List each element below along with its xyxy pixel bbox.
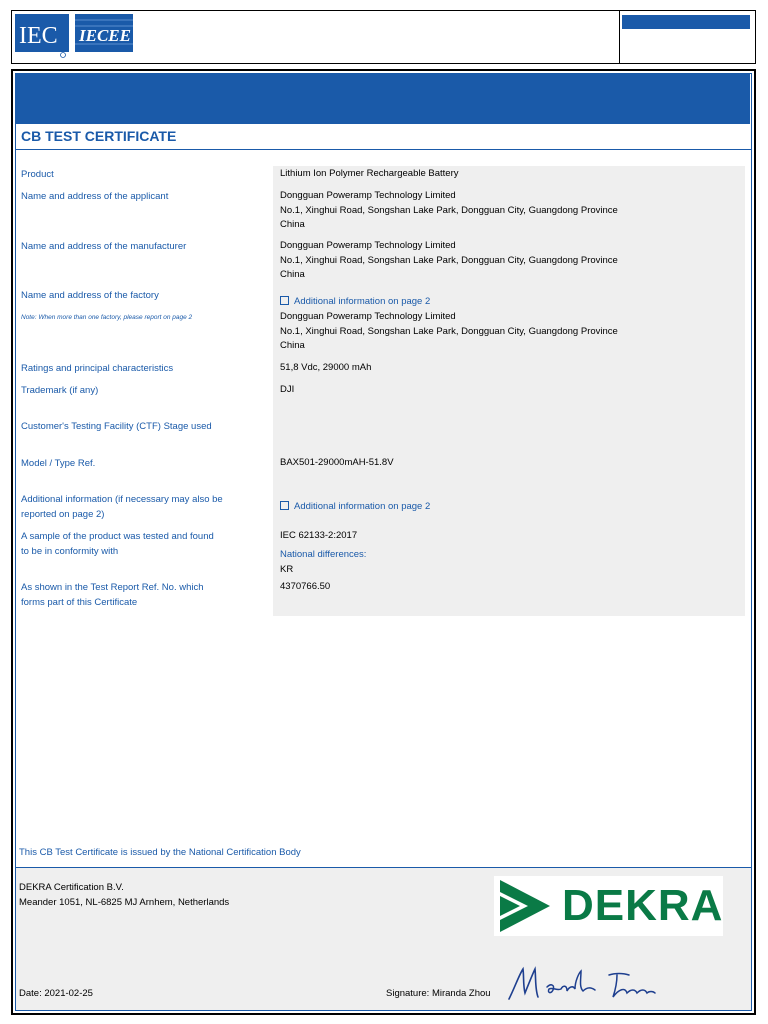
svg-text:IEC: IEC <box>19 23 58 49</box>
factory-address: No.1, Xinghui Road, Songshan Lake Park, Dongguan City, Guangdong Province <box>280 325 618 337</box>
model-value: BAX501-29000mAH-51.8V <box>280 457 394 468</box>
certification-body-name: DEKRA Certification B.V. <box>19 882 124 893</box>
iecee-logo <box>75 14 133 58</box>
conformity-label-line2: to be in conformity with <box>21 546 119 557</box>
factory-value <box>280 310 618 354</box>
national-differences-value: KR <box>280 564 294 575</box>
factory-additional-info[interactable] <box>280 295 430 310</box>
certification-body-address: Meander 1051, NL-6825 MJ Arnhem, Netherlands <box>19 897 230 908</box>
header-divider <box>619 11 620 63</box>
factory-name: Dongguan Poweramp Technology Limited <box>280 311 456 322</box>
conformity-standard: IEC 62133-2:2017 <box>280 530 358 541</box>
dekra-logo-text: DEKRA <box>562 881 724 930</box>
trademark-value: DJI <box>280 384 295 395</box>
additional-checkbox-label: Additional information on page 2 <box>294 501 431 512</box>
additional-info-label-line2: reported on page 2) <box>21 509 105 520</box>
ctf-label: Customer's Testing Facility (CTF) Stage used <box>21 421 212 432</box>
signature-label: Signature: Miranda Zhou <box>386 988 491 999</box>
certificate-header <box>11 10 756 64</box>
svg-text:IECEE: IECEE <box>79 26 131 45</box>
checkbox-icon[interactable] <box>280 501 289 510</box>
report-label-line1: As shown in the Test Report Ref. No. which <box>21 582 204 593</box>
factory-checkbox-label: Additional information on page 2 <box>294 296 431 307</box>
certification-body <box>19 880 229 910</box>
conformity-label <box>21 529 214 559</box>
applicant-address: No.1, Xinghui Road, Songshan Lake Park, Dongguan City, Guangdong Province <box>280 204 618 216</box>
issue-date: Date: 2021-02-25 <box>19 988 93 999</box>
header-blue-bar <box>622 15 750 29</box>
trademark-label: Trademark (if any) <box>21 385 99 396</box>
applicant-country: China <box>280 219 305 230</box>
checkbox-icon[interactable] <box>280 296 289 305</box>
dekra-mark-icon <box>494 876 554 936</box>
model-label: Model / Type Ref. <box>21 458 96 469</box>
dekra-logo <box>494 876 723 936</box>
manufacturer-address: No.1, Xinghui Road, Songshan Lake Park, Dongguan City, Guangdong Province <box>280 254 618 266</box>
report-number: 4370766.50 <box>280 581 331 592</box>
additional-info-label-line1: Additional information (if necessary may also be <box>21 494 223 505</box>
report-label-line2: forms part of this Certificate <box>21 597 138 608</box>
page-title: CB TEST CERTIFICATE <box>21 128 177 144</box>
conformity-label-line1: A sample of the product was tested and found <box>21 531 214 542</box>
applicant-value <box>280 189 618 233</box>
report-label <box>21 580 204 610</box>
product-value: Lithium Ion Polymer Rechargeable Battery <box>280 168 459 179</box>
applicant-label: Name and address of the applicant <box>21 191 169 202</box>
title-banner <box>16 74 750 124</box>
manufacturer-name: Dongguan Poweramp Technology Limited <box>280 240 456 251</box>
factory-label: Name and address of the factory <box>21 290 159 301</box>
additional-info-checkbox[interactable] <box>280 500 430 515</box>
title-divider <box>16 149 751 150</box>
additional-info-label <box>21 492 223 522</box>
ratings-value: 51,8 Vdc, 29000 mAh <box>280 362 372 373</box>
manufacturer-country: China <box>280 269 305 280</box>
manufacturer-value <box>280 239 618 283</box>
manufacturer-label: Name and address of the manufacturer <box>21 241 187 252</box>
ratings-label: Ratings and principal characteristics <box>21 363 174 374</box>
national-differences-label: National differences: <box>280 549 367 560</box>
handwritten-signature <box>505 963 660 1003</box>
factory-country: China <box>280 340 305 351</box>
issued-by-statement: This CB Test Certificate is issued by the National Certification Body <box>19 847 301 858</box>
applicant-name: Dongguan Poweramp Technology Limited <box>280 190 456 201</box>
factory-note: Note: When more than one factory, please report on page 2 <box>21 314 193 321</box>
product-label: Product <box>21 169 54 180</box>
iec-logo <box>15 14 69 58</box>
